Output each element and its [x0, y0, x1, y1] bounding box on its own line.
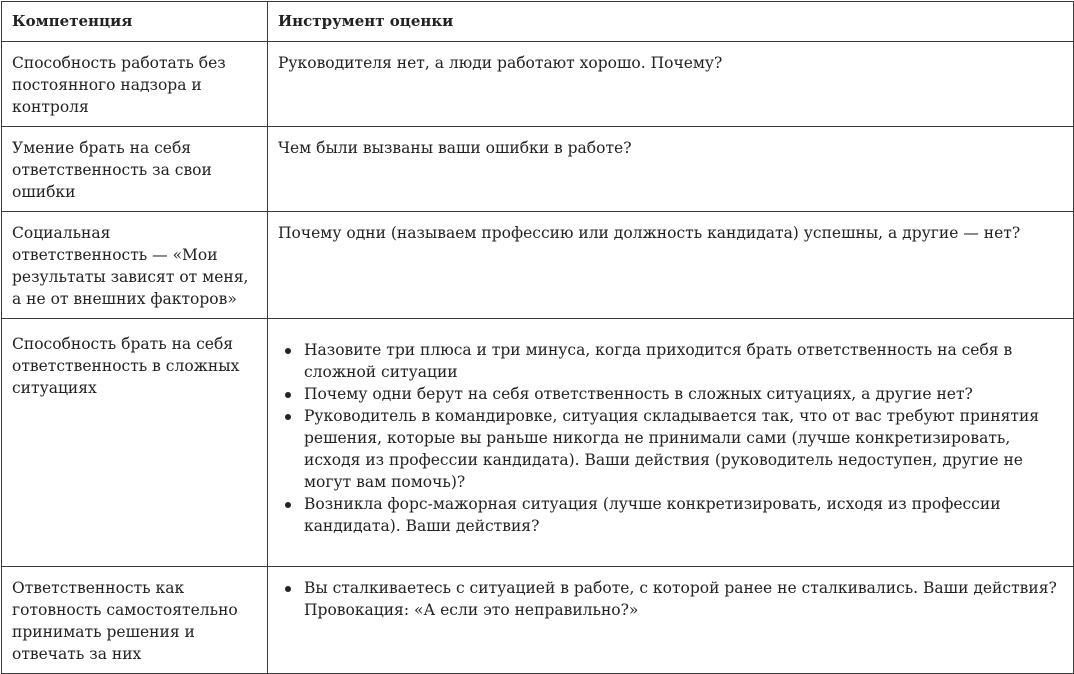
assessment-tool-cell — [268, 319, 1074, 567]
competence-cell: Ответственность как готовность самостоятельно принимать решения и отвечать за них — [2, 567, 268, 674]
column-header-competence: Компетенция — [2, 2, 268, 42]
assessment-tool-cell — [268, 567, 1074, 674]
list-item: Назовите три плюса и три минуса, когда приходится брать ответственность на себя в сложной ситуации — [304, 339, 1063, 383]
table-row — [2, 42, 1074, 127]
competence-cell: Умение брать на себя ответственность за свои ошибки — [2, 127, 268, 212]
assessment-tool-cell: Руководителя нет, а люди работают хорошо. Почему? — [268, 42, 1074, 127]
list-item: Руководитель в командировке, ситуация складывается так, что от вас требуют принятия решения, которые вы раньше никогда не принимали сами (лучше конкретизировать, исходя из профессии кандидата). Ваши действия (руководитель недоступен, другие не могут вам помочь)? — [304, 405, 1063, 493]
assessment-tool-list — [278, 339, 1063, 537]
table-row — [2, 127, 1074, 212]
competence-table — [1, 1, 1074, 674]
table-row — [2, 212, 1074, 319]
table-row — [2, 319, 1074, 567]
table-header-row — [2, 2, 1074, 42]
list-item: Вы сталкиваетесь с ситуацией в работе, с которой ранее не сталкивались. Ваши действия? Провокация: «А если это неправильно?» — [304, 577, 1063, 621]
table-row — [2, 567, 1074, 674]
column-header-assessment-tool: Инструмент оценки — [268, 2, 1074, 42]
competence-cell: Социальная ответственность — «Мои результаты зависят от меня, а не от внешних факторов» — [2, 212, 268, 319]
assessment-tool-cell: Почему одни (называем профессию или должность кандидата) успешны, а другие — нет? — [268, 212, 1074, 319]
list-item: Почему одни берут на себя ответственность в сложных ситуациях, а другие нет? — [304, 383, 1063, 405]
list-item: Возникла форс-мажорная ситуация (лучше конкретизировать, исходя из профессии кандидата). Ваши действия? — [304, 493, 1063, 537]
assessment-tool-cell: Чем были вызваны ваши ошибки в работе? — [268, 127, 1074, 212]
competence-cell: Способность работать без постоянного надзора и контроля — [2, 42, 268, 127]
competence-cell: Способность брать на себя ответственность в сложных ситуациях — [2, 319, 268, 567]
assessment-tool-list — [278, 577, 1063, 621]
